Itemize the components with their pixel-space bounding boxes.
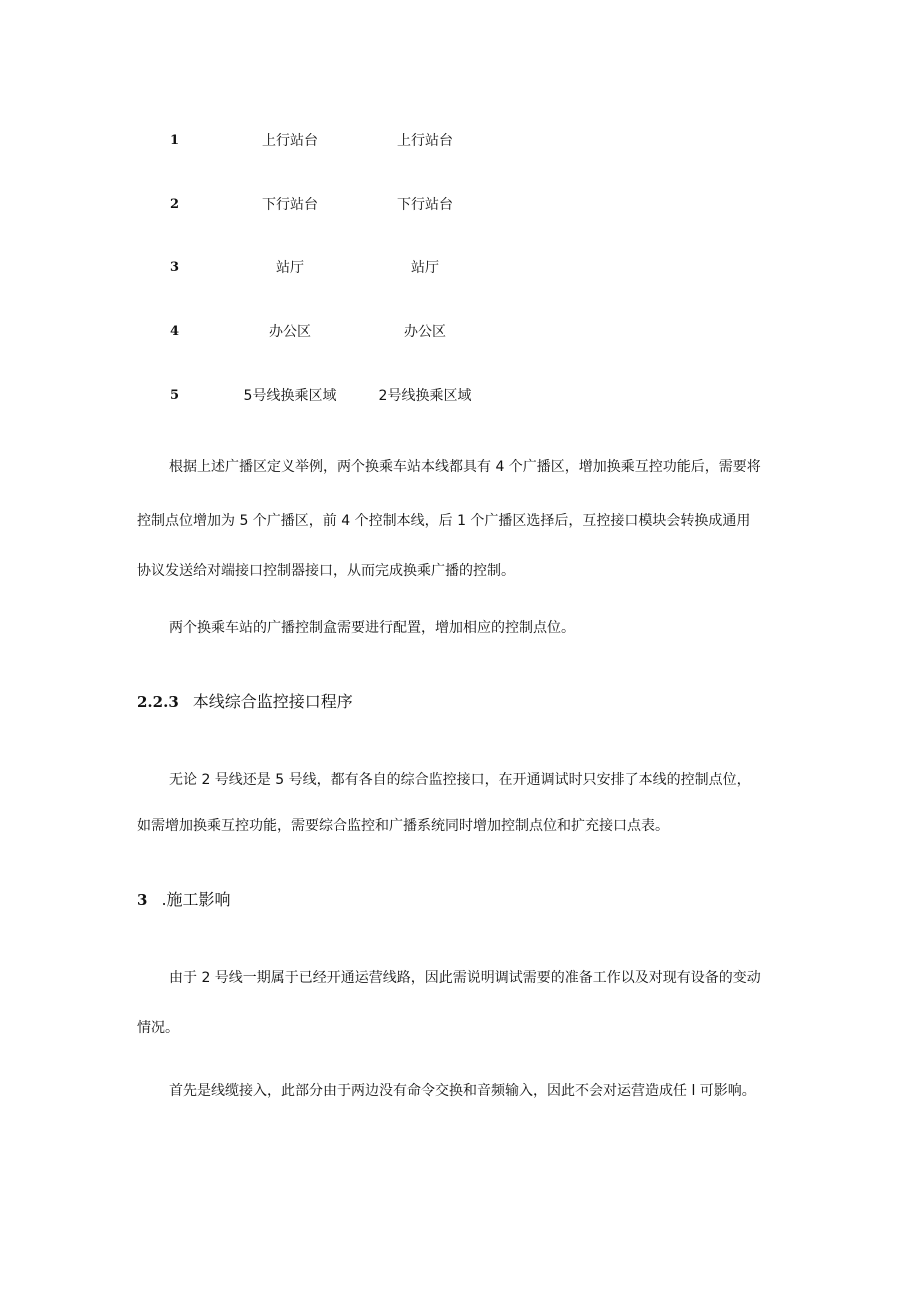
row-number: 1 bbox=[170, 133, 180, 148]
paragraph-control-box bbox=[137, 613, 787, 643]
row-number: 2 bbox=[170, 197, 180, 212]
line2-zone: 站厅 bbox=[276, 260, 304, 276]
row-number: 3 bbox=[170, 260, 180, 275]
row-number: 4 bbox=[170, 324, 180, 339]
section-heading-3 bbox=[137, 885, 231, 915]
table-row bbox=[0, 317, 920, 347]
line2-zone: 下行站台 bbox=[262, 197, 318, 213]
paragraph-line: 协议发送给对端接口控制器接口，从而完成换乘广播的控制。 bbox=[137, 563, 515, 579]
line5-zone: 2号线换乘区域 bbox=[378, 388, 472, 404]
line5-zone: 办公区 bbox=[404, 324, 446, 340]
line5-zone: 上行站台 bbox=[397, 133, 453, 149]
paragraph-line: 如需增加换乘互控功能，需要综合监控和广播系统同时增加控制点位和扩充接口点表。 bbox=[137, 818, 669, 834]
table-row bbox=[0, 126, 920, 156]
paragraph-construction-impact bbox=[137, 963, 787, 1043]
paragraph-line: 控制点位增加为 5 个广播区，前 4 个控制本线，后 1 个广播区选择后，互控接口模块会转换成通用 bbox=[137, 513, 751, 529]
line2-zone: 上行站台 bbox=[262, 133, 318, 149]
table-row bbox=[0, 190, 920, 220]
line5-zone: 下行站台 bbox=[397, 197, 453, 213]
table-row bbox=[0, 381, 920, 411]
section-title: .施工影响 bbox=[161, 890, 231, 909]
section-heading-2-2-3 bbox=[137, 687, 353, 717]
paragraph-line: 由于 2 号线一期属于已经开通运营线路，因此需说明调试需要的准备工作以及对现有设备的变动 bbox=[169, 970, 761, 986]
section-title: 本线综合监控接口程序 bbox=[192, 692, 353, 711]
row-number: 5 bbox=[170, 388, 180, 403]
table-row bbox=[0, 253, 920, 283]
paragraph-zone-definition bbox=[137, 452, 787, 586]
paragraph-line: 根据上述广播区定义举例，两个换乘车站本线都具有 4 个广播区，增加换乘互控功能后，需要将 bbox=[169, 459, 761, 475]
section-number: 2.2.3 bbox=[137, 693, 179, 711]
paragraph-line: 情况。 bbox=[137, 1020, 179, 1036]
paragraph-line: 无论 2 号线还是 5 号线，都有各自的综合监控接口，在开通调试时只安排了本线的控制点位， bbox=[169, 772, 751, 788]
paragraph-cable-access bbox=[137, 1076, 787, 1106]
section-number: 3 bbox=[137, 891, 148, 909]
line2-zone: 办公区 bbox=[269, 324, 311, 340]
paragraph-line: 首先是线缆接入，此部分由于两边没有命令交换和音频输入，因此不会对运营造成任 l 可影响。 bbox=[169, 1083, 756, 1099]
paragraph-monitoring-interface bbox=[137, 765, 787, 841]
line2-zone: 5号线换乘区域 bbox=[243, 388, 337, 404]
line5-zone: 站厅 bbox=[411, 260, 439, 276]
paragraph-line: 两个换乘车站的广播控制盒需要进行配置，增加相应的控制点位。 bbox=[169, 620, 575, 636]
